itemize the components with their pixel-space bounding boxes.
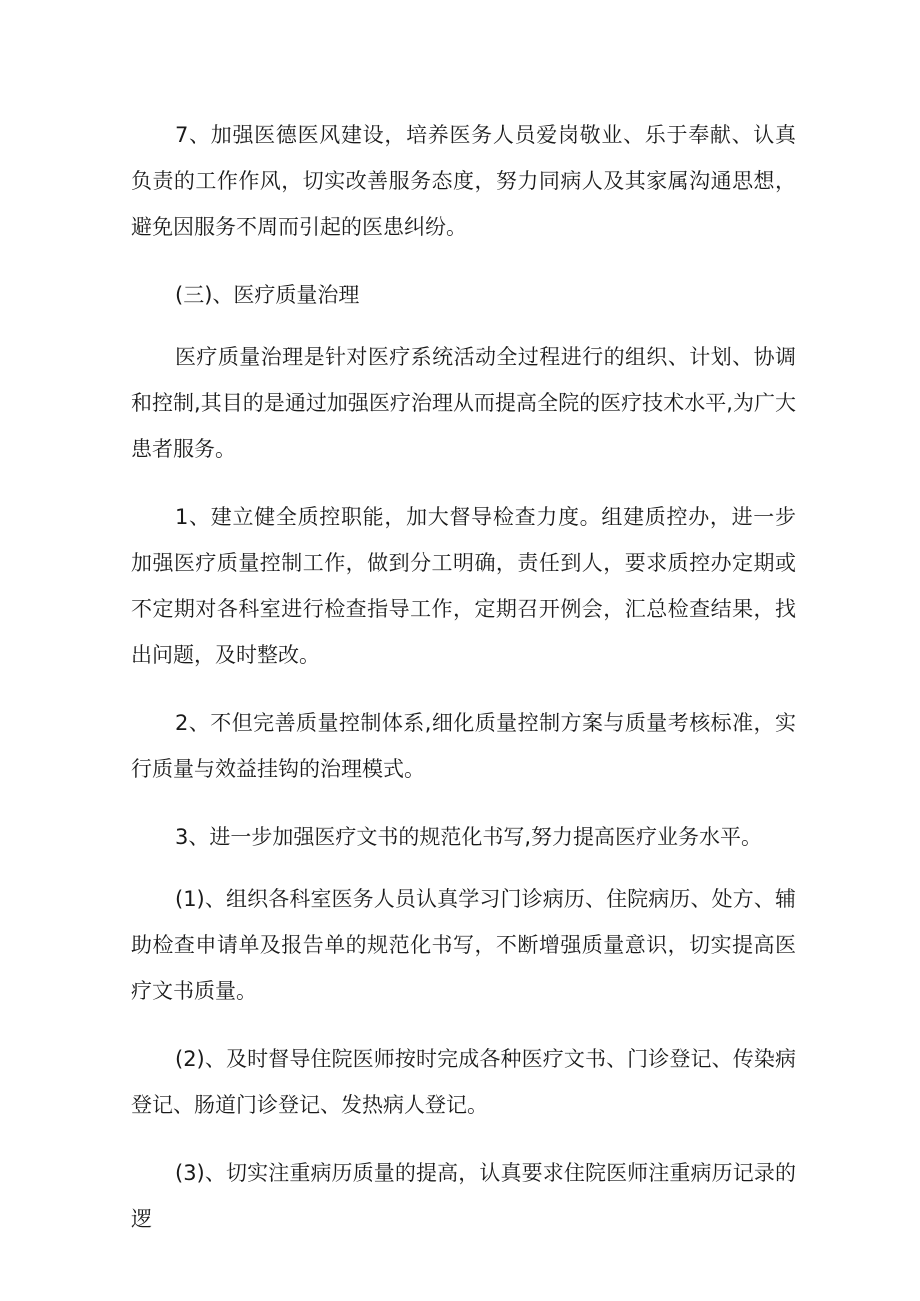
paragraph-item-2: 2、不但完善质量控制体系,细化质量控制方案与质量考核标准，实行质量与效益挂钩的治理模式。	[131, 711, 796, 781]
section-heading-3: (三)、医疗质量治理	[175, 283, 360, 307]
paragraph-item-1: 1、建立健全质控职能，加大督导检查力度。组建质控办，进一步加强医疗质量控制工作，做到分工明确，责任到人，要求质控办定期或不定期对各科室进行检查指导工作，定期召开例会，汇总检查结果，找出问题，及时整改。	[131, 505, 796, 667]
paragraph-item-3: 3、进一步加强医疗文书的规范化书写,努力提高医疗业务水平。	[175, 825, 763, 849]
paragraph-item-7: 7、加强医德医风建设，培养医务人员爱岗敬业、乐于奉献、认真负责的工作作风，切实改善服务态度，努力同病人及其家属沟通思想，避免因服务不周而引起的医患纠纷。	[131, 123, 796, 239]
paragraph-subitem-3: (3)、切实注重病历质量的提高，认真要求住院医师注重病历记录的逻	[131, 1161, 796, 1231]
paragraph-subitem-2: (2)、及时督导住院医师按时完成各种医疗文书、门诊登记、传染病登记、肠道门诊登记、发热病人登记。	[131, 1047, 796, 1117]
paragraph-subitem-1: (1)、组织各科室医务人员认真学习门诊病历、住院病历、处方、辅助检查申请单及报告单的规范化书写，不断增强质量意识，切实提高医疗文书质量。	[131, 887, 796, 1003]
document-body	[131, 112, 796, 1264]
paragraph-quality-intro: 医疗质量治理是针对医疗系统活动全过程进行的组织、计划、协调和控制,其目的是通过加强医疗治理从而提高全院的医疗技术水平,为广大患者服务。	[131, 345, 796, 461]
